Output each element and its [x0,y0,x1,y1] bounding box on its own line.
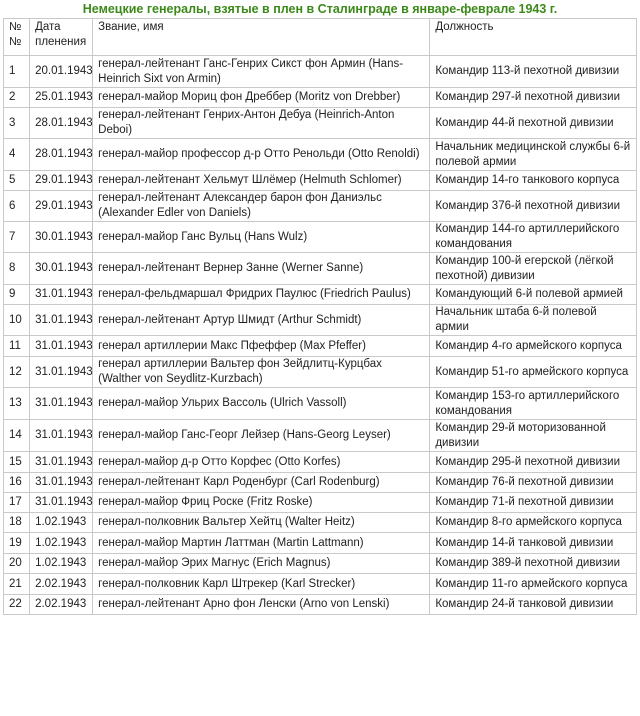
row-number: 16 [4,473,30,493]
row-rank-name: генерал-лейтенант Ганс-Генрих Сикст фон Армин (Hans-Heinrich Sixt von Armin) [93,56,430,88]
row-number: 15 [4,452,30,473]
table-row [4,191,637,222]
row-number: 14 [4,420,30,452]
table-row [4,357,637,388]
row-date: 28.01.1943 [30,139,93,171]
table-row [4,222,637,253]
table-row [4,88,637,108]
row-rank-name: генерал-лейтенант Александер барон фон Даниэльс (Alexander Edler von Daniels) [93,191,430,222]
table-row [4,139,637,171]
table-row [4,452,637,473]
row-position: Командир 29-й моторизованной дивизии [430,420,637,452]
row-rank-name: генерал-майор Фриц Роске (Fritz Roske) [93,493,430,513]
row-rank-name: генерал-лейтенант Хельмут Шлёмер (Helmuth Schlomer) [93,171,430,191]
row-date: 1.02.1943 [30,554,93,574]
row-number: 22 [4,595,30,615]
row-number: 13 [4,388,30,420]
header-number: №№ [4,19,30,56]
row-date: 31.01.1943 [30,452,93,473]
row-position: Командир 389-й пехотной дивизии [430,554,637,574]
table-row [4,305,637,336]
row-date: 20.01.1943 [30,56,93,88]
row-date: 1.02.1943 [30,533,93,554]
generals-table [3,18,637,615]
row-rank-name: генерал-лейтенант Вернер Занне (Werner Sanne) [93,253,430,285]
row-position: Командир 113-й пехотной дивизии [430,56,637,88]
row-number: 18 [4,513,30,533]
table-row [4,473,637,493]
row-rank-name: генерал-лейтенант Артур Шмидт (Arthur Schmidt) [93,305,430,336]
row-number: 17 [4,493,30,513]
row-rank-name: генерал-фельдмаршал Фридрих Паулюс (Friedrich Paulus) [93,285,430,305]
row-rank-name: генерал-майор Мартин Латтман (Martin Lattmann) [93,533,430,554]
row-number: 5 [4,171,30,191]
row-date: 31.01.1943 [30,357,93,388]
row-rank-name: генерал-майор Ульрих Вассоль (Ulrich Vassoll) [93,388,430,420]
row-number: 10 [4,305,30,336]
row-rank-name: генерал-майор Эрих Магнус (Erich Magnus) [93,554,430,574]
table-row [4,253,637,285]
row-position: Командир 144-го артиллерийского командования [430,222,637,253]
row-rank-name: генерал-лейтенант Карл Роденбург (Carl Rodenburg) [93,473,430,493]
row-date: 2.02.1943 [30,574,93,595]
row-date: 30.01.1943 [30,222,93,253]
table-row [4,285,637,305]
row-position: Командир 44-й пехотной дивизии [430,108,637,139]
header-row [4,19,637,56]
row-number: 12 [4,357,30,388]
row-position: Командир 376-й пехотной дивизии [430,191,637,222]
row-position: Командир 295-й пехотной дивизии [430,452,637,473]
row-date: 2.02.1943 [30,595,93,615]
row-number: 21 [4,574,30,595]
row-date: 31.01.1943 [30,285,93,305]
row-date: 31.01.1943 [30,305,93,336]
header-rank-name: Звание, имя [93,19,430,56]
row-position: Командир 14-го танкового корпуса [430,171,637,191]
row-position: Командир 153-го артиллерийского командования [430,388,637,420]
table-row [4,388,637,420]
row-date: 28.01.1943 [30,108,93,139]
row-number: 8 [4,253,30,285]
row-number: 2 [4,88,30,108]
row-date: 1.02.1943 [30,513,93,533]
row-number: 3 [4,108,30,139]
row-number: 1 [4,56,30,88]
row-position: Командир 11-го армейского корпуса [430,574,637,595]
row-date: 29.01.1943 [30,171,93,191]
row-date: 31.01.1943 [30,493,93,513]
row-rank-name: генерал-майор Ганс-Георг Лейзер (Hans-Georg Leyser) [93,420,430,452]
row-date: 29.01.1943 [30,191,93,222]
row-date: 31.01.1943 [30,336,93,357]
row-number: 11 [4,336,30,357]
row-position: Командир 76-й пехотной дивизии [430,473,637,493]
row-number: 19 [4,533,30,554]
row-rank-name: генерал артиллерии Вальтер фон Зейдлитц-Курцбах (Walther von Seydlitz-Kurzbach) [93,357,430,388]
row-date: 25.01.1943 [30,88,93,108]
row-position: Командир 100-й егерской (лёгкой пехотной) дивизии [430,253,637,285]
row-rank-name: генерал-полковник Вальтер Хейтц (Walter Heitz) [93,513,430,533]
row-rank-name: генерал-майор профессор д-р Отто Ренольди (Otto Renoldi) [93,139,430,171]
row-position: Командующий 6-й полевой армией [430,285,637,305]
table-row [4,108,637,139]
row-rank-name: генерал-майор Ганс Вульц (Hans Wulz) [93,222,430,253]
row-number: 6 [4,191,30,222]
table-row [4,171,637,191]
row-position: Командир 51-го армейского корпуса [430,357,637,388]
row-number: 20 [4,554,30,574]
table-row [4,533,637,554]
row-position: Начальник медицинской службы 6-й полевой армии [430,139,637,171]
table-row [4,513,637,533]
row-position: Командир 4-го армейского корпуса [430,336,637,357]
table-row [4,420,637,452]
row-rank-name: генерал-лейтенант Арно фон Ленски (Arno von Lenski) [93,595,430,615]
table-row [4,554,637,574]
table-body [4,56,637,615]
row-number: 9 [4,285,30,305]
row-position: Командир 297-й пехотной дивизии [430,88,637,108]
row-date: 31.01.1943 [30,473,93,493]
row-date: 31.01.1943 [30,420,93,452]
table-title: Немецкие генералы, взятые в плен в Сталинграде в январе-феврале 1943 г. [82,2,558,16]
table-row [4,493,637,513]
row-number: 7 [4,222,30,253]
row-rank-name: генерал-майор Мориц фон Дреббер (Moritz von Drebber) [93,88,430,108]
row-rank-name: генерал-лейтенант Генрих-Антон Дебуа (Heinrich-Anton Deboi) [93,108,430,139]
table-row [4,574,637,595]
row-position: Командир 71-й пехотной дивизии [430,493,637,513]
row-position: Командир 14-й танковой дивизии [430,533,637,554]
row-position: Командир 8-го армейского корпуса [430,513,637,533]
row-rank-name: генерал артиллерии Макс Пфеффер (Max Pfeffer) [93,336,430,357]
row-position: Командир 24-й танковой дивизии [430,595,637,615]
row-number: 4 [4,139,30,171]
row-date: 31.01.1943 [30,388,93,420]
header-position: Должность [430,19,637,56]
row-date: 30.01.1943 [30,253,93,285]
table-row [4,56,637,88]
header-date: Дата пленения [30,19,93,56]
row-rank-name: генерал-майор д-р Отто Корфес (Otto Korfes) [93,452,430,473]
row-rank-name: генерал-полковник Карл Штрекер (Karl Strecker) [93,574,430,595]
table-row [4,336,637,357]
row-position: Начальник штаба 6-й полевой армии [430,305,637,336]
table-row [4,595,637,615]
